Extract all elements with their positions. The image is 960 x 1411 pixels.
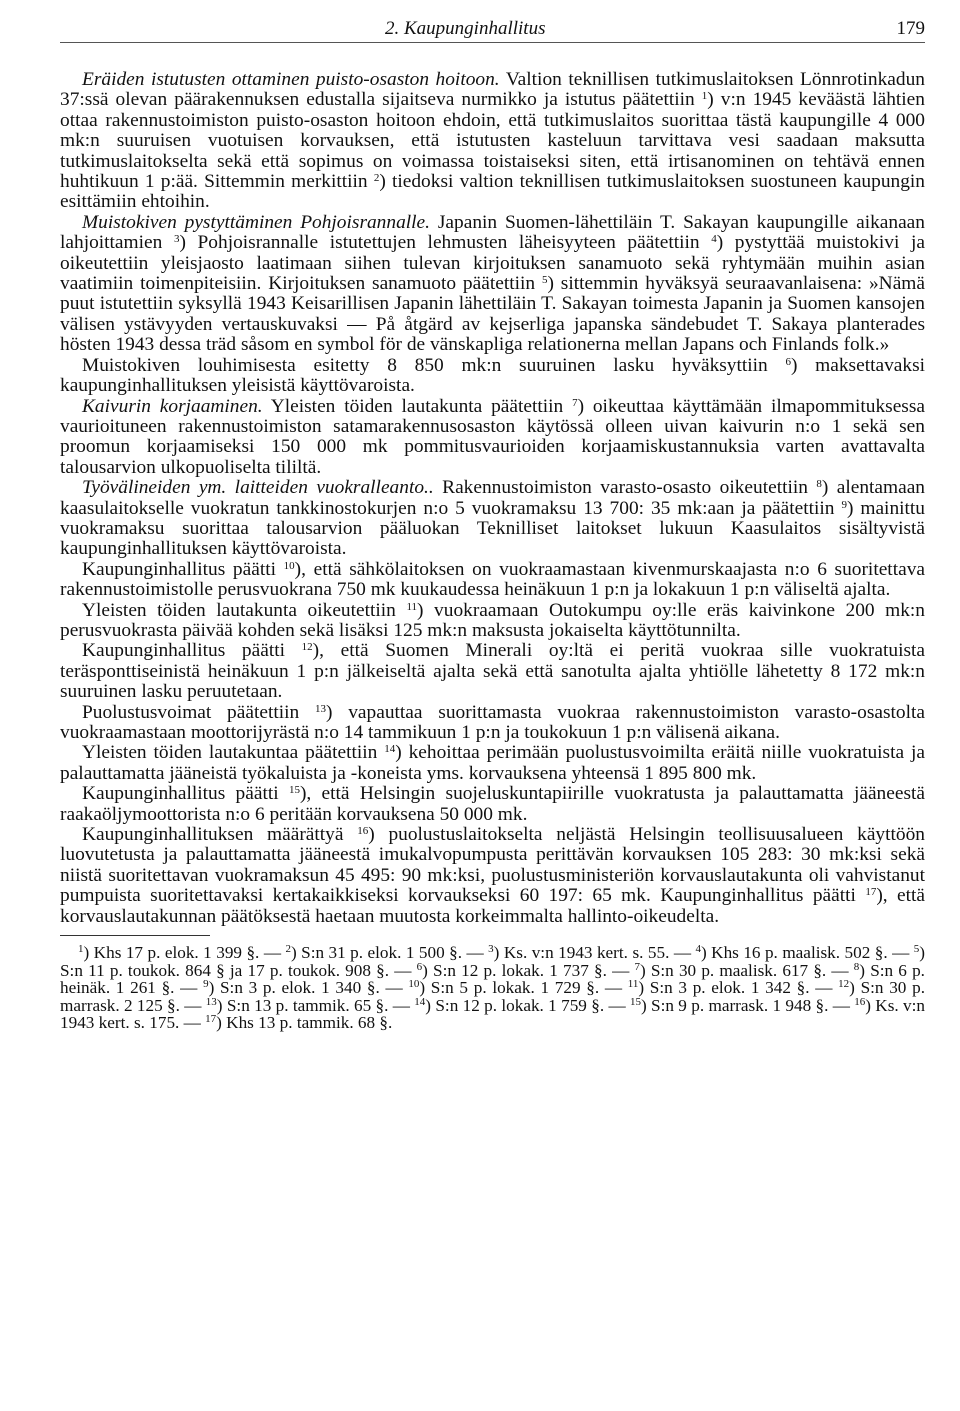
section-heading: Kaivurin korjaaminen.	[82, 395, 263, 417]
footnote-text: ) Khs 17 p. elok. 1 399 §. —	[83, 943, 286, 963]
paragraph-text: ) mainittu vuokramaksu suorittaa talousarvion pääluokan Teknilliset laitokset lukuun Kaasulaitos sisältyvistä kaupunginhallituksen käyttövaroista.	[60, 497, 926, 560]
paragraph-text: Yleisten töiden lautakunta oikeutettiin	[82, 599, 407, 621]
footnote-ref: 5	[541, 274, 548, 287]
paragraph-text: Kaupunginhallitus päätti	[82, 558, 284, 580]
footnote-text: ) S:n 3 p. elok. 1 342 §. —	[638, 978, 839, 998]
paragraph-text: ) puolustuslaitokselta neljästä Helsingin teollisuusalueen käyttöön luovutetusta ja palauttamatta jääneestä imukalvopumpusta perittävän korvauksen 105 283: 30 mk:ksi sekä niistä suoritettavan vuokramaksun 45 495: 90 mk:ksi, puolustusministeriön korvauslautakunta oli vahvistanut pumpuista suoritettavaksi kertakaikkiseksi korvaukseksi 60 197: 65 mk. Kaupunginhallitus päätti	[60, 824, 925, 907]
footnote-number: 10	[408, 978, 420, 991]
footnote-ref: 8	[816, 478, 822, 491]
paragraph	[60, 397, 925, 479]
section-heading: Eräiden istutusten ottaminen puisto-osaston hoitoon.	[82, 69, 500, 90]
footnote-text: ) S:n 6 p. heinäk. 1 261 §. —	[60, 960, 925, 998]
paragraph-text: ), että korvauslautakunnan päätöksestä haetaan muutosta korkeimmalta hallinto-oikeudelta.	[60, 885, 926, 927]
footnote-number: 8	[853, 960, 860, 973]
paragraph-text: Rakennustoimiston varasto-osasto oikeutettiin	[433, 477, 817, 499]
document-body	[60, 70, 925, 927]
footnote-number: 4	[695, 943, 701, 956]
footnote-ref: 1	[701, 90, 708, 103]
paragraph-text: Japanin Suomen-lähettiläin T. Sakayan kaupungille aikanaan lahjoittamien	[60, 211, 925, 254]
footnote-text: ) S:n 12 p. lokak. 1 737 §. —	[422, 960, 635, 980]
footnote-text: ) S:n 12 p. lokak. 1 759 §. —	[425, 995, 630, 1015]
paragraph-text: Puolustusvoimat päätettiin	[82, 701, 315, 723]
footnote-text: ) S:n 9 p. marrask. 1 948 §. —	[640, 995, 855, 1015]
paragraph-text: ) vuokraamaan Outokumpu oy:lle eräs kaivinkone 200 mk:n perusvuokrasta päivää kohden sekä lisäksi 125 mk:n maksusta jokaiselta käyttötunnilta.	[60, 599, 926, 641]
footnote-ref: 6	[785, 355, 791, 368]
document-page	[60, 12, 925, 1032]
paragraph-text: ) pystyttää muistokivi ja oikeutettiin yleisjaosto laatimaan siihen tulevan kirjoituksen sanamuoto sekä ryhtymään muihin asian vaatimiin toimenpiteisiin. Kirjoituksen sanamuoto päätettiin	[60, 232, 925, 295]
paragraph	[60, 70, 925, 213]
footnotes	[60, 944, 925, 1032]
paragraph-text: Valtion teknillisen tutkimuslaitoksen Lönnrotinkadun 37:ssä olevan päärakennuksen edustalla sijaitseva nurmikko ja istutus päätettiin	[60, 69, 925, 111]
paragraph	[60, 825, 925, 927]
footnote-text: ) Khs 16 p. maalisk. 502 §. —	[700, 943, 914, 963]
footnote-number: 16	[854, 995, 866, 1008]
paragraph-text: ) Pohjoisrannalle istutettujen lehmusten läheisyyteen päätettiin	[179, 232, 712, 254]
paragraph-text: ) alentamaan kaasulaitokselle vuokratun tankkinostokurjen n:o 5 vuokramaksu 13 700: 35 mk:aan ja päätettiin	[60, 477, 926, 519]
paragraph-text: Muistokiven louhimisesta esitetty 8 850 mk:n suuruinen lasku hyväksyttiin	[82, 354, 786, 376]
paragraph-text: ) v:n 1945 keväästä lähtien ottaa rakennustoimiston puisto-osaston hoitoon ehdoin, että tutkimuslaitos suorittaa tästä kaupungille 4 000 mk:n suuruisen vuotuisen korvauksen, että istutusten kasteluun tarvittava vesi saadaan maksutta tutkimuslaitokselta sekä että sopimus on voimassa toistaiseksi siten, että irtisanominen on tehtävä ennen huhtikuun 1 p:ää. Sittemmin merkittiin	[60, 89, 925, 193]
footnote-divider	[60, 935, 210, 936]
footnote-number: 6	[416, 960, 423, 973]
footnote-ref: 16	[357, 825, 369, 838]
paragraph-text: Kaupunginhallitus päätti	[82, 783, 289, 805]
footnote-text: ) S:n 30 p. maalisk. 617 §. —	[639, 960, 854, 980]
footnote-text: ) S:n 3 p. elok. 1 340 §. —	[208, 978, 409, 998]
chapter-title: 2. Kaupunginhallitus	[385, 18, 546, 39]
paragraph	[60, 743, 925, 784]
footnote-ref: 10	[283, 559, 295, 572]
footnote-text: ) S:n 11 p. toukok. 864 § ja 17 p. toukok. 908 §. —	[60, 943, 925, 980]
footnote-number: 7	[634, 960, 640, 973]
paragraph-text: ) vapauttaa suorittamasta vuokraa rakennustoimiston varasto-osastolta vuokraamastaan moottorijyrästä n:o 14 tammikuun 1 p:n ja toukokuun 1 p:n välisenä aikana.	[60, 701, 925, 743]
paragraph-text: ) tiedoksi valtion teknillisen tutkimuslaitoksen suostuneen kaupungin esittämiin ehtoihin.	[60, 171, 925, 213]
footnote-number: 2	[285, 943, 291, 956]
footnote-number: 13	[205, 995, 217, 1008]
paragraph	[60, 784, 925, 825]
footnote-text: ) S:n 13 p. tammik. 65 §. —	[216, 995, 415, 1015]
footnote-ref: 14	[384, 743, 396, 756]
paragraph	[60, 703, 925, 744]
footnote-ref: 9	[841, 498, 847, 511]
paragraph	[60, 356, 925, 397]
paragraph-text: ), että Helsingin suojeluskuntapiirille vuokratusta ja palauttamatta jääneestä raakaöljymoottorista n:o 6 peritään korvauksena 50 000 mk.	[60, 783, 926, 825]
footnote-ref: 12	[301, 641, 313, 654]
paragraph-text: ) kehoittaa perimään puolustusvoimilta eräitä niille vuokratuista ja palauttamatta jääneistä työkaluista ja -koneista yms. korvauksena yhteensä 1 895 800 mk.	[60, 742, 925, 784]
paragraph-text: ) maksettavaksi kaupunginhallituksen yleisistä käyttövaroista.	[60, 354, 926, 397]
paragraph-text: ) oikeuttaa käyttämään ilmapommituksessa vaurioituneen rakennustoimiston satamarakennusosaston käytössä olleen uivan kaivurin n:o 1 sekä sen proomun korjaamiseksi 150 000 mk pommitusvaurioiden korjaamiskustannuksia varten avattavalta talousarvion ulkopuoliselta tililtä.	[60, 395, 925, 478]
footnote-ref: 11	[406, 600, 418, 613]
paragraph-text: Kaupunginhallituksen määrättyä	[82, 824, 358, 846]
paragraph-text: Kaupunginhallitus päätti	[82, 640, 302, 662]
footnote-text: ) Khs 13 p. tammik. 68 §.	[216, 1013, 393, 1033]
footnote-text: ) S:n 5 p. lokak. 1 729 §. —	[419, 978, 628, 998]
footnote-number: 15	[629, 995, 641, 1008]
footnote-text: ) Ks. v:n 1943 kert. s. 175. —	[60, 995, 926, 1033]
footnote-ref: 3	[173, 233, 180, 246]
paragraph-text: Yleisten töiden lautakuntaa päätettiin	[82, 742, 385, 764]
paragraph	[60, 601, 925, 642]
footnote-number: 1	[78, 943, 84, 956]
footnote-ref: 7	[572, 396, 578, 409]
footnote-number: 9	[203, 978, 209, 991]
paragraph	[60, 560, 925, 601]
footnote-ref: 2	[373, 172, 380, 185]
footnote-number: 14	[414, 995, 426, 1008]
paragraph-text: ), että Suomen Minerali oy:ltä ei peritä vuokraa sille vuokratuista teräsponttiseinistä heinäkuun 1 p:n jälkeiseltä ajalta sekä että sanotulta ajalta yhtiölle lähetetty 8 172 mk:n suuruinen lasku peruutetaan.	[60, 640, 926, 703]
footnote-number: 3	[488, 943, 494, 956]
footnote-ref: 13	[314, 702, 326, 715]
footnote-number: 5	[913, 943, 920, 956]
running-header	[60, 12, 925, 43]
footnote-number: 17	[205, 1013, 217, 1026]
footnote-ref: 15	[288, 784, 300, 797]
paragraph	[60, 213, 925, 356]
paragraph	[60, 641, 925, 702]
paragraph-text: ) sittemmin hyväksyä seuraavanlaisena: »Nämä puut istutettiin syksyllä 1943 Keisarillisen Japanin lähettiläin T. Sakayan toimesta Japanin ja Suomen kansojen välisen ystävyyden vertauskuvaksi — På åtgärd av kejserliga japanska sändebudet T. Sakaya planterades hösten 1943 dessa träd såsom en symbol för de vänskapliga relationerna mellan Japans och Finlands folk.»	[60, 273, 925, 356]
paragraph-text: ), että sähkölaitoksen on vuokraamastaan kivenmurskaajasta n:o 6 suoritettava rakennustoimistolle perusvuokrana 750 mk kuukaudessa heinäkuun 1 p:n ja lokakuun 1 p:n väliseltä ajalta.	[60, 558, 925, 601]
section-heading: Työvälineiden ym. laitteiden vuokralleanto..	[82, 477, 434, 499]
section-heading: Muistokiven pystyttäminen Pohjoisrannalle.	[82, 211, 430, 233]
paragraph	[60, 478, 925, 560]
footnote-number: 12	[838, 978, 850, 991]
page-number: 179	[896, 18, 925, 39]
footnote-ref: 4	[711, 233, 717, 246]
paragraph-text: Yleisten töiden lautakunta päätettiin	[262, 395, 573, 417]
footnote-text: ) S:n 30 p. marrask. 2 125 §. —	[60, 978, 925, 1015]
footnote-text: ) Ks. v:n 1943 kert. s. 55. —	[493, 943, 696, 963]
footnote-text: ) S:n 31 p. elok. 1 500 §. —	[290, 943, 489, 963]
footnote-ref: 17	[865, 886, 877, 899]
footnote-number: 11	[627, 978, 639, 991]
